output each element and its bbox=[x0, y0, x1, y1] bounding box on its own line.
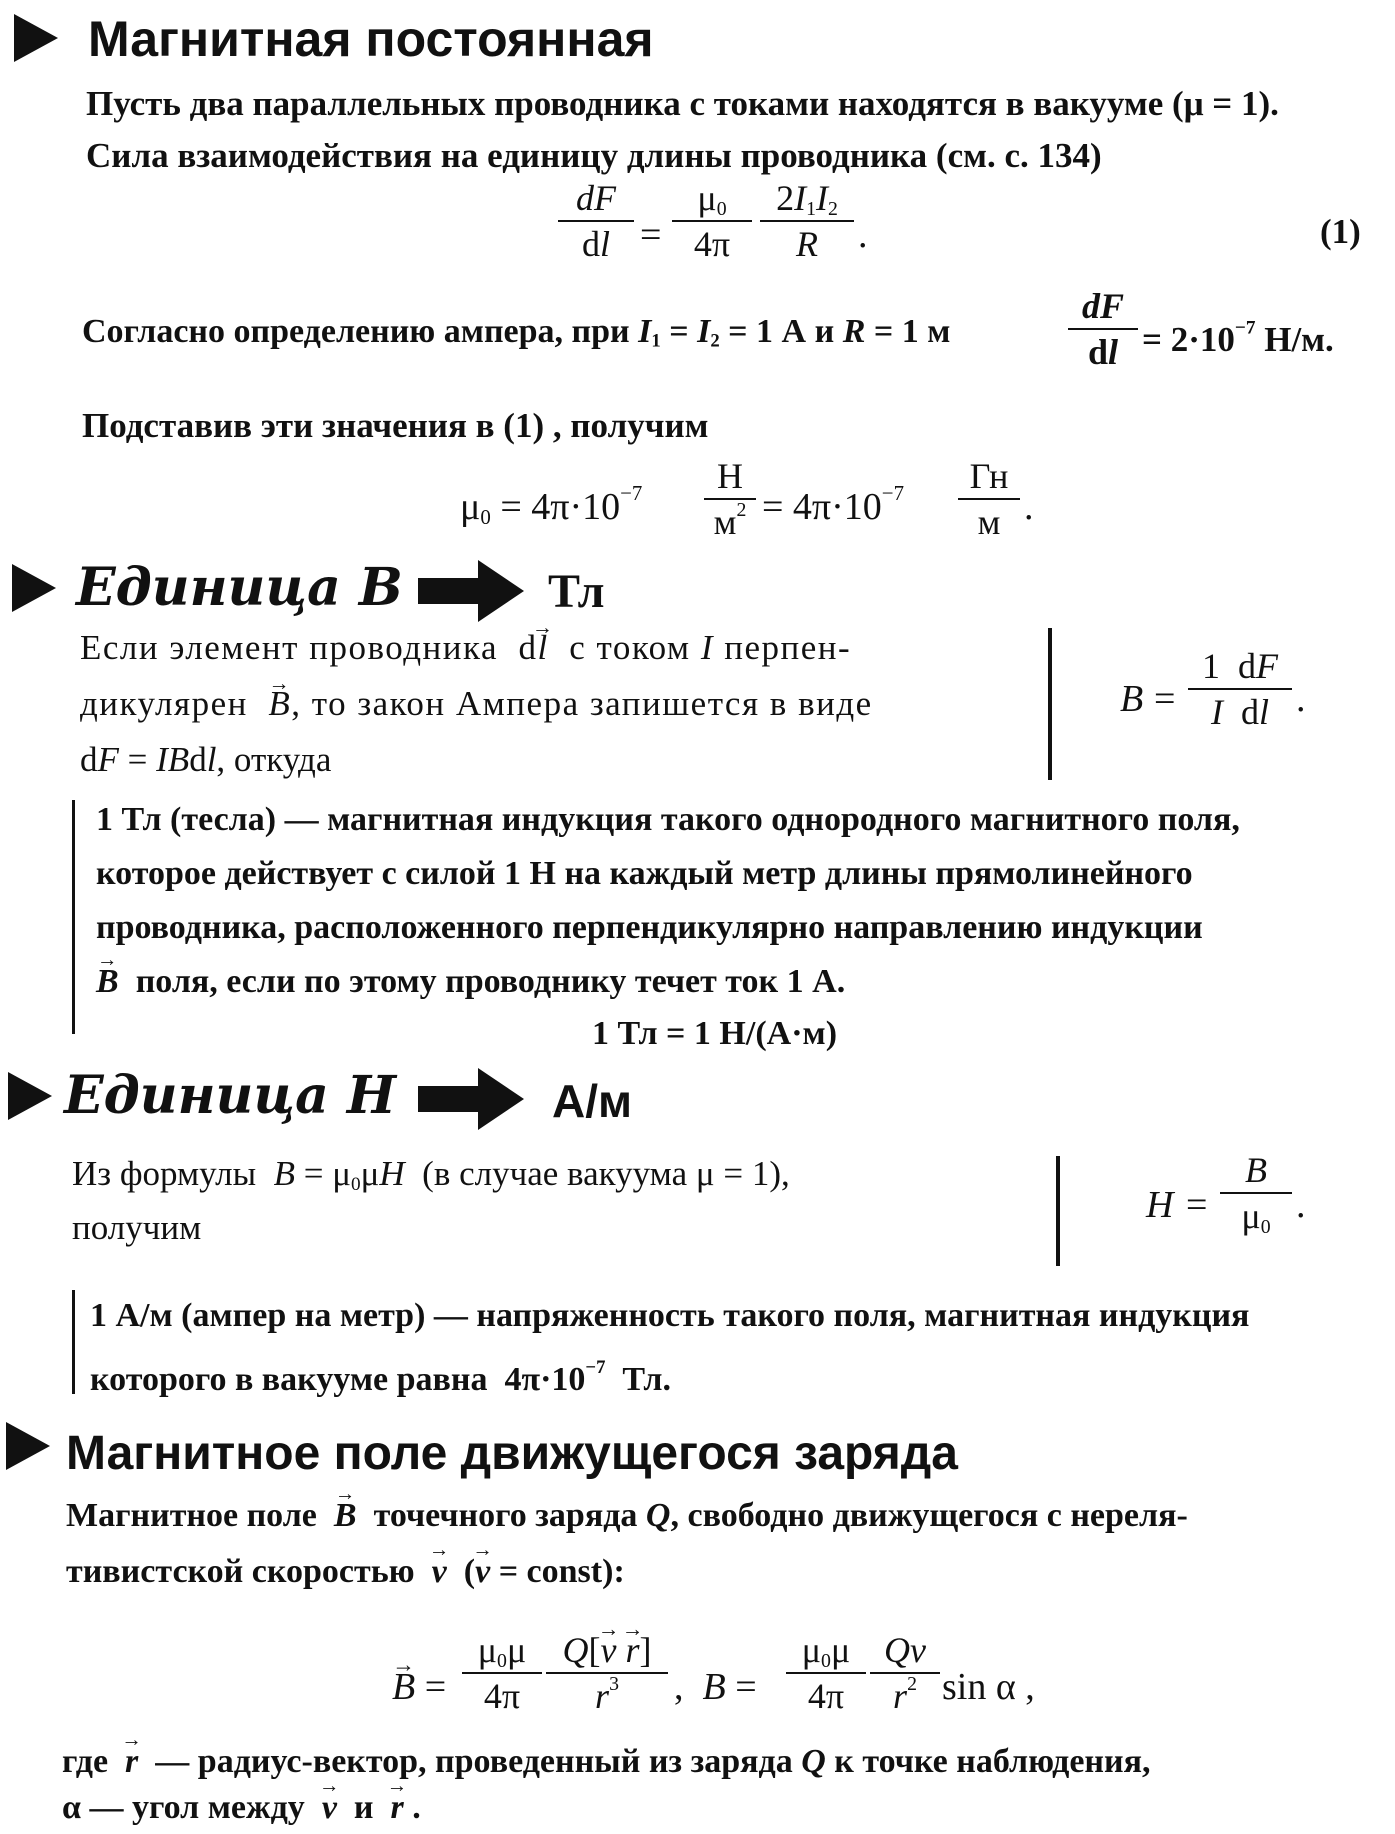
arrow-right-icon bbox=[416, 1064, 526, 1134]
definition-line: проводника, расположенного перпендикулярно направлению индукции bbox=[96, 909, 1203, 946]
definition-line: → B поля, если по этому проводнику течет ток 1 А. bbox=[96, 962, 845, 1001]
section-title-moving-charge: Магнитное поле движущегося заряда bbox=[66, 1427, 958, 1480]
paragraph-line: Магнитное поле → B точечного заряда Q, свободно движущегося с нереля- bbox=[66, 1496, 1188, 1535]
paragraph-line: Сила взаимодействия на единицу длины проводника (см. с. 134) bbox=[86, 136, 1102, 175]
equation-number: (1) bbox=[1320, 212, 1361, 251]
section-marker-icon bbox=[8, 1072, 52, 1120]
definition-bar bbox=[72, 1290, 75, 1394]
definition-line: которого в вакууме равна $4\pi\cdot 10^{-7}$ Тл. bbox=[90, 1357, 671, 1398]
ampere-value: = $2\cdot 10^{-7}$ Н/м. bbox=[1142, 317, 1334, 359]
paragraph-line: Согласно определению ампера, при $I_1 = I_2 = 1$ А и R = 1 м bbox=[82, 313, 951, 352]
divider bbox=[1056, 1156, 1060, 1266]
paragraph-line: получим bbox=[72, 1208, 202, 1247]
section-marker-icon bbox=[12, 564, 56, 612]
tesla-equation: 1 Тл = 1 Н/(А·м) bbox=[592, 1015, 838, 1052]
paragraph-line: Из формулы $B = \mu_0\mu H$ (в случае вакуума μ = 1), bbox=[72, 1154, 790, 1195]
unit-ampere-per-meter: А/м bbox=[552, 1075, 633, 1127]
unit-tesla: Тл bbox=[548, 565, 605, 618]
paragraph-line: где → r — радиус-вектор, проведенный из заряда Q к точке наблюдения, bbox=[62, 1742, 1151, 1781]
paragraph-line: дикулярен → B, то закон Ампера запишется в виде bbox=[80, 684, 873, 724]
paragraph-line: α — угол между → v и → r . bbox=[62, 1788, 421, 1827]
paragraph-line: Если элемент проводника d→ l с током I перпен- bbox=[80, 628, 851, 668]
paragraph-line: dF = IBdl, откуда bbox=[80, 740, 332, 779]
divider bbox=[1048, 628, 1052, 780]
definition-line: 1 Тл (тесла) — магнитная индукция такого однородного магнитного поля, bbox=[96, 801, 1240, 838]
section-title-magnetic-constant: Магнитная постоянная bbox=[88, 11, 654, 67]
definition-line: которое действует с силой 1 Н на каждый метр длины прямолинейного bbox=[96, 855, 1193, 892]
section-marker-icon bbox=[14, 14, 58, 62]
section-title-unit-h: Единица H bbox=[64, 1065, 397, 1126]
fraction-dF-dl: $\frac{dF}{dl}$ bbox=[1068, 288, 1138, 370]
paragraph-line: тивистской скоростью → v (→ v = const): bbox=[66, 1552, 625, 1591]
arrow-right-icon bbox=[416, 556, 526, 626]
section-marker-icon bbox=[6, 1422, 50, 1470]
definition-bar bbox=[72, 800, 75, 1034]
definition-line: 1 А/м (ампер на метр) — напряженность такого поля, магнитная индукция bbox=[90, 1297, 1250, 1334]
paragraph-line: Пусть два параллельных проводника с токами находятся в вакууме (μ = 1). bbox=[86, 84, 1279, 123]
section-title-unit-b: Единица B bbox=[76, 557, 403, 618]
paragraph-line: Подставив эти значения в (1) , получим bbox=[82, 406, 709, 445]
